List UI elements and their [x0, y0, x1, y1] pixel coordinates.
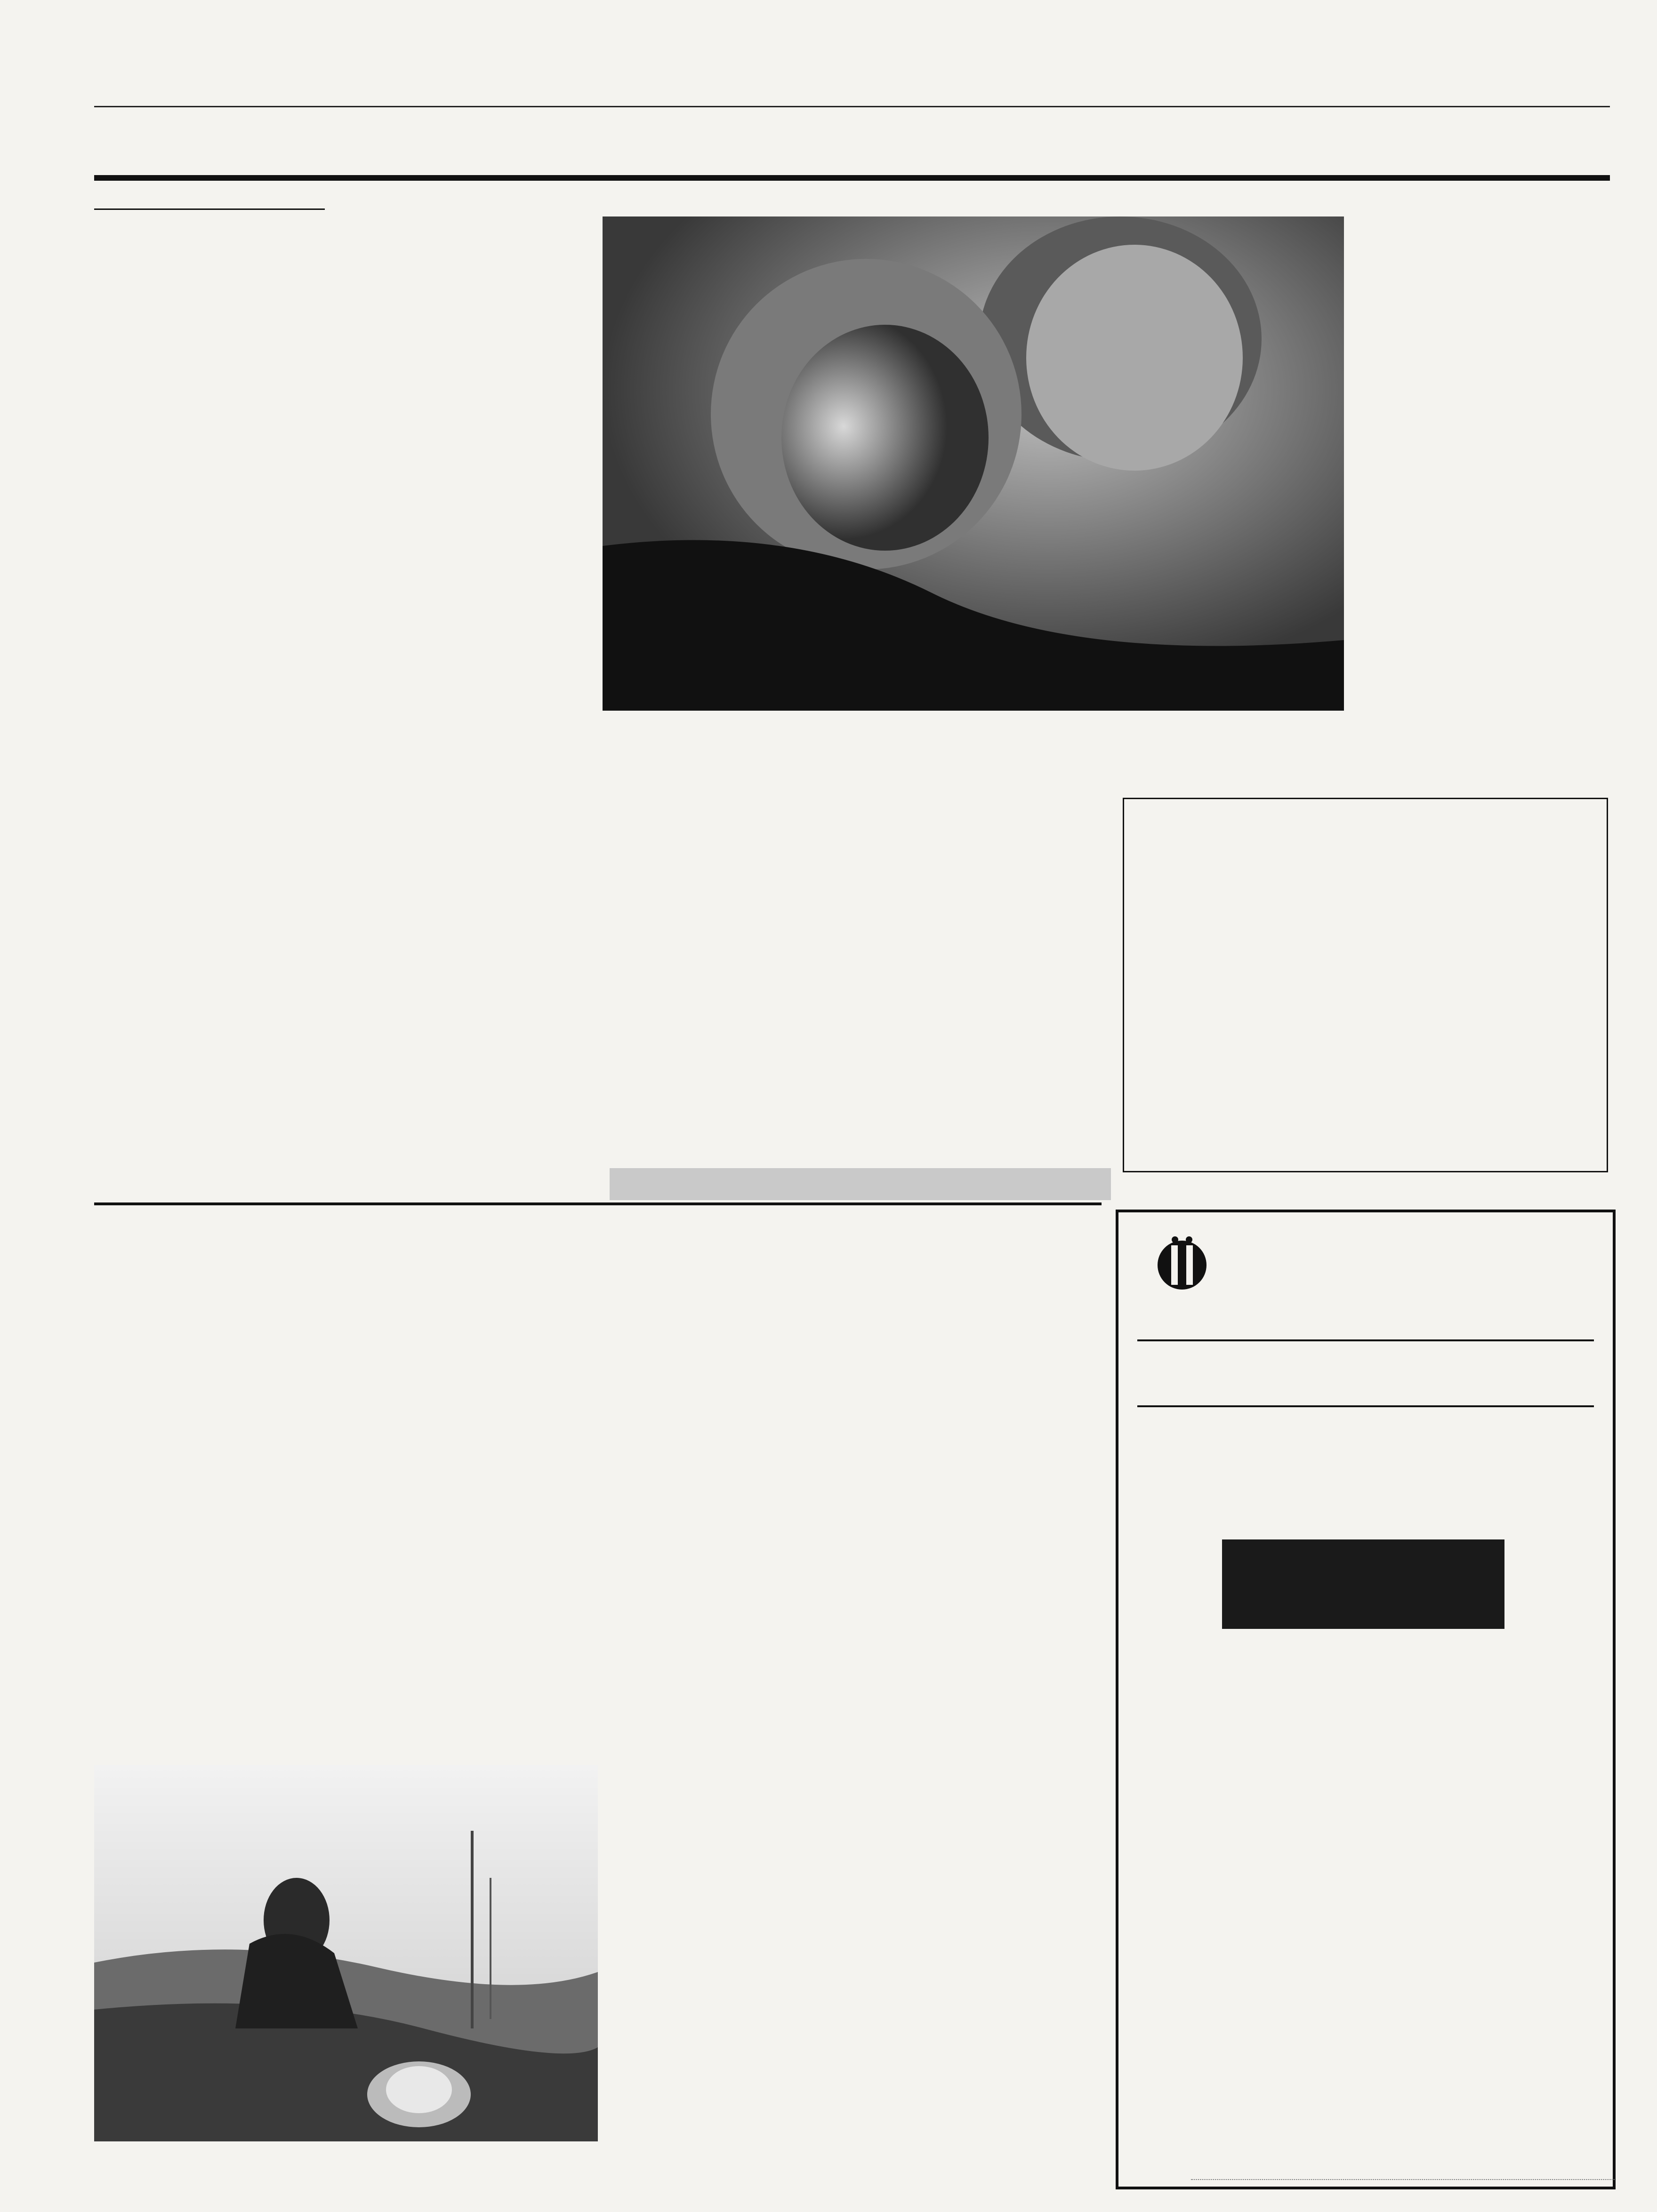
review-author: [610, 1168, 1111, 1200]
article-photo-illustration: [94, 1765, 598, 2141]
section-rule: [94, 175, 1610, 181]
teatro-line: [1222, 1539, 1504, 1549]
cinema-heading-rule: [94, 208, 325, 210]
article-column-4: [869, 1355, 1099, 1385]
star-ratings-box: [1123, 798, 1608, 1172]
cinema-column-5: [1377, 214, 1589, 258]
masthead-rule: [94, 106, 1610, 107]
cinema-column-4: [866, 809, 1102, 854]
cinema-column-3: [607, 809, 847, 825]
teatro-sao-luiz-logo: [1222, 1539, 1504, 1629]
cinema-column-1: [94, 205, 325, 306]
review-rule: [94, 1202, 1102, 1205]
rdp-logo-icon: [1147, 1236, 1217, 1311]
ad-divider: [1137, 1339, 1594, 1341]
cinema-column-2: [349, 214, 585, 328]
ad-divider: [1137, 1405, 1594, 1407]
film-still-photo: [603, 216, 1344, 711]
page-edge-marks: [1191, 2179, 1615, 2186]
rdp-concert-ad: [1116, 1210, 1616, 2189]
article-photo: [94, 1765, 598, 2141]
film-still-illustration: [603, 216, 1344, 711]
